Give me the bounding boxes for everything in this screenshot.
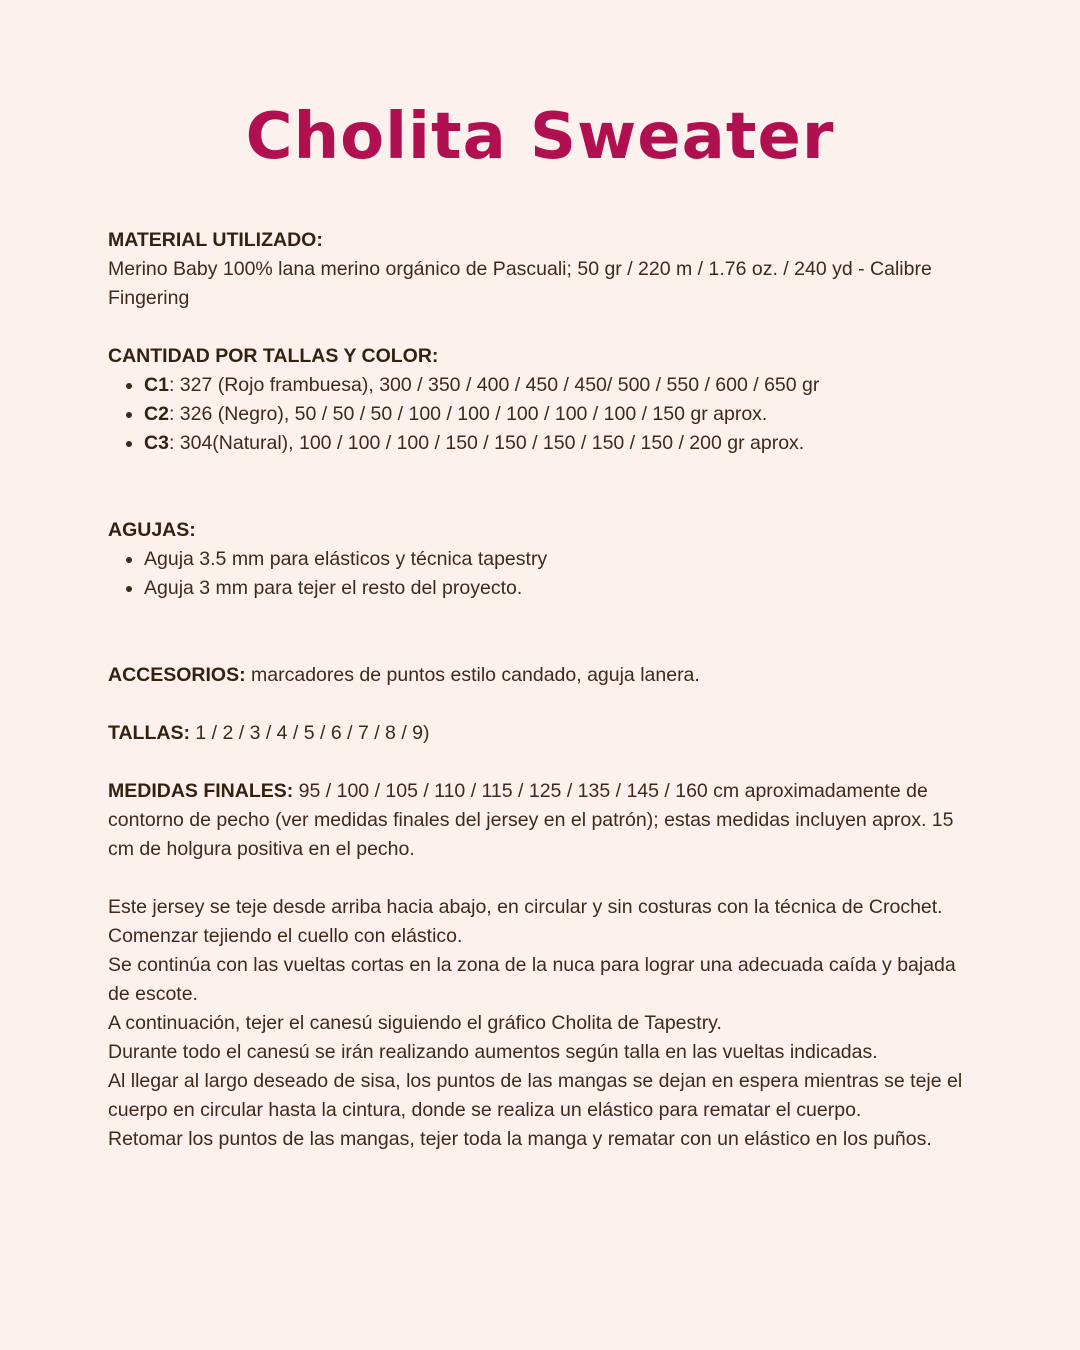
list-item: • Aguja 3 mm para tejer el resto del proyecto.	[144, 574, 978, 603]
description-line: Durante todo el canesú se irán realizando aumentos según talla en las vueltas indicadas.	[108, 1041, 878, 1063]
material-text: Merino Baby 100% lana merino orgánico de Pascuali; 50 gr / 220 m / 1.76 oz. / 240 yd - Calibre Fingering	[108, 258, 932, 309]
color-code: C3	[144, 432, 169, 454]
description-line: A continuación, tejer el canesú siguiendo el gráfico Cholita de Tapestry.	[108, 1012, 722, 1034]
description-line: Comenzar tejiendo el cuello con elástico.	[108, 925, 463, 947]
list-item	[144, 429, 978, 458]
content	[108, 226, 978, 1154]
color-code: C2	[144, 403, 169, 425]
tallas-label: TALLAS:	[108, 722, 190, 744]
material-heading: MATERIAL UTILIZADO:	[108, 229, 323, 251]
description-line: Se continúa con las vueltas cortas en la zona de la nuca para lograr una adecuada caída y bajada de escote.	[108, 954, 956, 1005]
medidas-text: 95 / 100 / 105 / 110 / 115 / 125 / 135 / 145 / 160 cm aproximadamente de contorno de pecho (ver medidas finales del jersey en el patrón); estas medidas incluyen aprox. 15 cm de holgura positiva en el pecho.	[108, 780, 954, 860]
list-item: • Aguja 3.5 mm para elásticos y técnica tapestry	[144, 545, 978, 574]
accesorios-label: ACCESORIOS:	[108, 664, 246, 686]
color-amounts: : 326 (Negro), 50 / 50 / 50 / 100 / 100 / 100 / 100 / 100 / 150 gr aprox.	[168, 403, 768, 425]
medidas-label: MEDIDAS FINALES:	[108, 780, 294, 802]
cantidad-heading: CANTIDAD POR TALLAS Y COLOR:	[108, 345, 439, 367]
accesorios-line	[108, 661, 978, 690]
list-item	[144, 400, 978, 429]
agujas-heading: AGUJAS:	[108, 519, 196, 541]
description-line: Este jersey se teje desde arriba hacia abajo, en circular y sin costuras con la técnica de Crochet.	[108, 896, 943, 918]
agujas-list	[108, 545, 978, 603]
accesorios-text: marcadores de puntos estilo candado, aguja lanera.	[245, 664, 700, 686]
color-amounts: : 304(Natural), 100 / 100 / 100 / 150 / 150 / 150 / 150 / 150 / 200 gr aprox.	[168, 432, 805, 454]
description-line: Retomar los puntos de las mangas, tejer toda la manga y rematar con un elástico en los puños.	[108, 1128, 932, 1150]
list-item	[144, 371, 978, 400]
color-code: C1	[144, 374, 169, 396]
tallas-text: 1 / 2 / 3 / 4 / 5 / 6 / 7 / 8 / 9)	[189, 722, 430, 744]
cantidad-list	[108, 371, 978, 458]
color-amounts: : 327 (Rojo frambuesa), 300 / 350 / 400 / 450 / 450/ 500 / 550 / 600 / 650 gr	[168, 374, 820, 396]
page-title: Cholita Sweater	[245, 100, 835, 174]
tallas-line	[108, 719, 978, 748]
medidas-line	[108, 777, 978, 864]
description-line: Al llegar al largo deseado de sisa, los puntos de las mangas se dejan en espera mientras se teje el cuerpo en circular hasta la cintura, donde se realiza un elástico para rematar el cuerpo.	[108, 1070, 963, 1121]
